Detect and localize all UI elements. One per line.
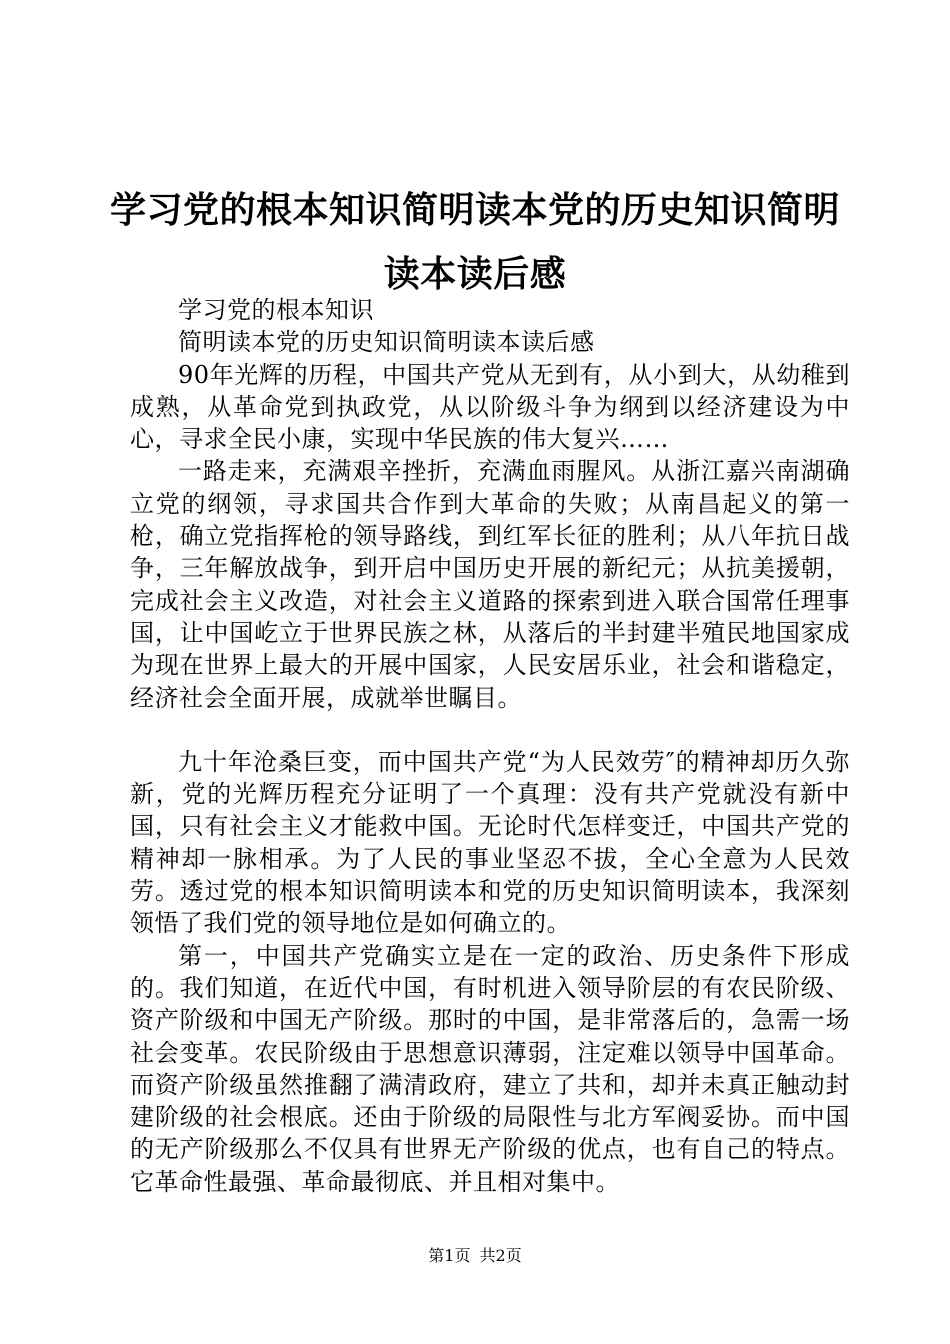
page-number-total: 共2页 [479, 1246, 522, 1265]
page-number-current: 第1页 [428, 1246, 471, 1265]
paragraph-1: 学习党的根本知识 [178, 296, 374, 324]
document-title: 学习党的根本知识简明读本党的历史知识简明读本读后感 [109, 189, 840, 295]
paragraph-5: 九十年沧桑巨变，而中国共产党“为人民效劳″的精神却历久弥新，党的光辉历程充分证明了一个真理：没有共产党就没有新中国，只有社会主义才能救中国。无论时代怎样变迁，中国共产党的精神却一脉相承。为了人民的事业坚忍不拔，全心全意为人民效劳。透过党的根本知识简明读本和党的历史知识简明读本，我深刻领悟了我们党的领导地位是如何确立的。 [130, 747, 850, 938]
paragraph-4: 一路走来，充满艰辛挫折，充满血雨腥风。从浙江嘉兴南湖确立党的纲领，寻求国共合作到大革命的失败；从南昌起义的第一枪，确立党指挥枪的领导路线，到红军长征的胜利；从八年抗日战争，三年解放战争，到开启中国历史开展的新纪元；从抗美援朝，完成社会主义改造，对社会主义道路的探索到进入联合国常任理事国，让中国屹立于世界民族之林，从落后的半封建半殖民地国家成为现在世界上最大的开展中国家，人民安居乐业，社会和谐稳定，经济社会全面开展，成就举世瞩目。 [130, 457, 850, 712]
paragraph-3: 90年光辉的历程，中国共产党从无到有，从小到大，从幼稚到成熟，从革命党到执政党，从以阶级斗争为纲到以经济建设为中心，寻求全民小康，实现中华民族的伟大复兴…… [130, 360, 850, 454]
paragraph-gap [130, 714, 850, 746]
document-body [130, 294, 850, 1198]
page-footer [0, 1245, 950, 1267]
paragraph-6: 第一，中国共产党确实立是在一定的政治、历史条件下形成的。我们知道，在近代中国，有时机进入领导阶层的有农民阶级、资产阶级和中国无产阶级。那时的中国，是非常落后的，急需一场社会变革。农民阶级由于思想意识薄弱，注定难以领导中国革命。而资产阶级虽然推翻了满清政府，建立了共和，却并未真正触动封建阶级的社会根底。还由于阶级的局限性与北方军阀妥协。而中国的无产阶级那么不仅具有世界无产阶级的优点，也有自己的特点。它革命性最强、革命最彻底、并且相对集中。 [130, 941, 850, 1196]
paragraph-2: 简明读本党的历史知识简明读本读后感 [178, 328, 595, 357]
